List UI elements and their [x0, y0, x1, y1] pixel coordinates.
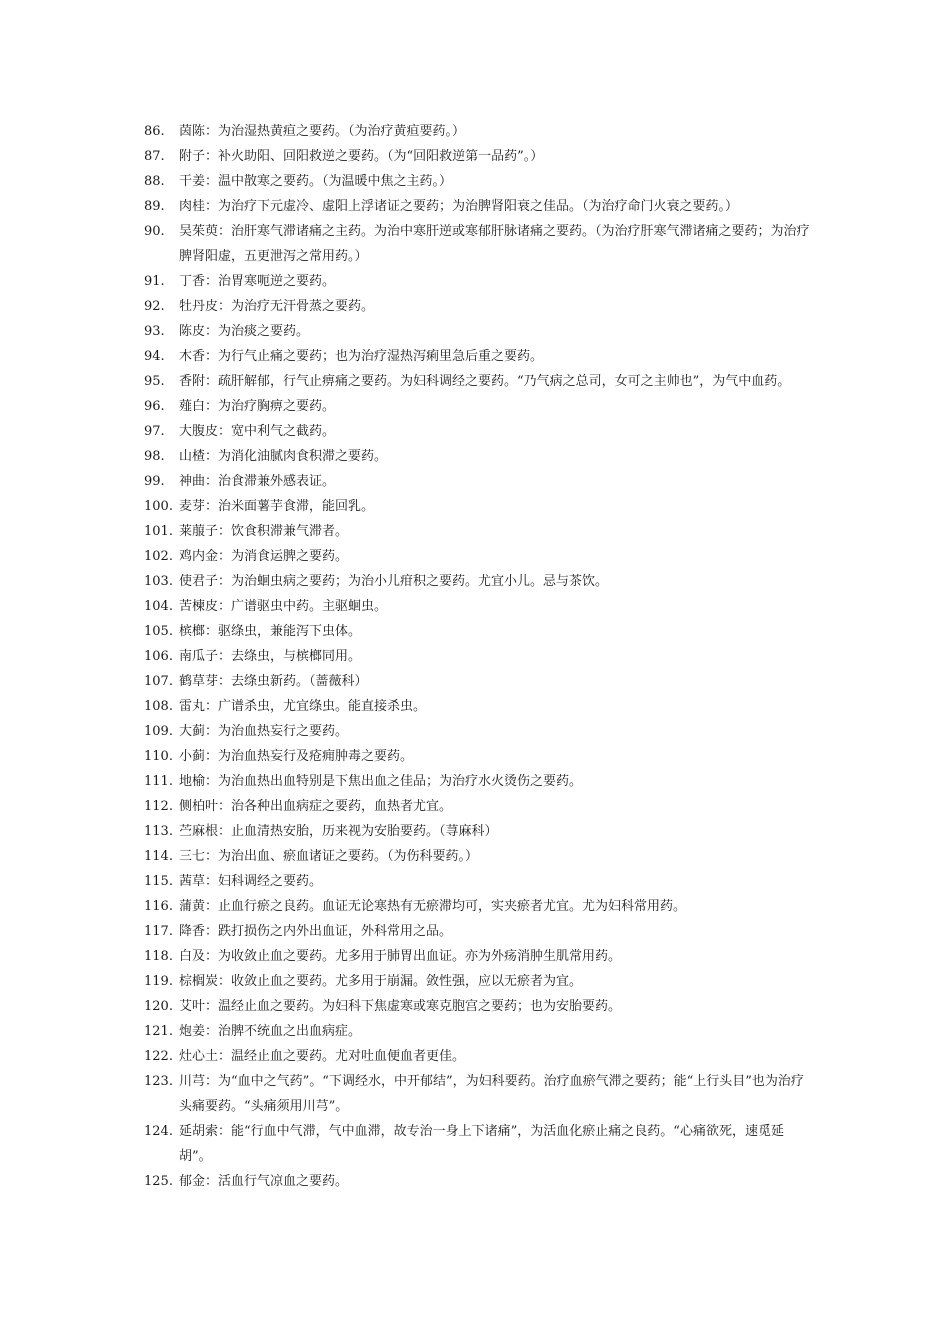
item-text: 苎麻根：止血清热安胎，历来视为安胎要药。（荨麻科） [179, 824, 498, 839]
item-number: 91. [144, 274, 165, 289]
item-number: 118. [144, 949, 173, 964]
item-text: 干姜：温中散寒之要药。（为温暖中焦之主药。） [179, 174, 453, 189]
item-number: 110. [144, 749, 173, 764]
item-number: 116. [144, 899, 173, 914]
list-item [144, 694, 814, 719]
item-number: 88. [144, 174, 165, 189]
list-item [144, 994, 814, 1019]
item-number: 93. [144, 324, 165, 339]
item-text: 香附：疏肝解郁，行气止痹痛之要药。为妇科调经之要药。“乃气病之总司，女可之主帅也”，为气中血药。 [179, 374, 791, 389]
list-item [144, 494, 814, 519]
item-number: 120. [144, 999, 173, 1014]
list-item [144, 144, 814, 169]
item-text: 陈皮：为治痰之要药。 [179, 324, 310, 339]
item-text: 三七：为治出血、瘀血诸证之要药。（为伤科要药。） [179, 849, 479, 864]
list-item [144, 394, 814, 419]
item-text: 白及：为收敛止血之要药。尤多用于肺胃出血证。亦为外疡消肿生肌常用药。 [179, 949, 622, 964]
item-number: 101. [144, 524, 173, 539]
item-text: 吴茱萸：治肝寒气滞诸痛之主药。为治中寒肝逆或寒郁肝脉诸痛之要药。（为治疗肝寒气滞诸痛之要药；为治疗脾肾阳虚，五更泄泻之常用药。） [179, 224, 810, 264]
item-number: 96. [144, 399, 165, 414]
list-item [144, 919, 814, 944]
list-item [144, 894, 814, 919]
list-item [144, 519, 814, 544]
list-item [144, 469, 814, 494]
list-item [144, 1069, 814, 1119]
item-text: 雷丸：广谱杀虫，尤宜绦虫。能直接杀虫。 [179, 699, 427, 714]
item-number: 124. [144, 1124, 173, 1139]
item-text: 苦楝皮：广谱驱虫中药。主驱蛔虫。 [179, 599, 388, 614]
item-number: 86. [144, 124, 165, 139]
item-text: 艾叶：温经止血之要药。为妇科下焦虚寒或寒克胞宫之要药；也为安胎要药。 [179, 999, 622, 1014]
list-item [144, 1119, 814, 1169]
herb-entry-list [144, 119, 814, 1194]
item-number: 107. [144, 674, 173, 689]
item-text: 牡丹皮：为治疗无汗骨蒸之要药。 [179, 299, 375, 314]
item-text: 川芎：为“血中之气药”。“下调经水，中开郁结”，为妇科要药。治疗血瘀气滞之要药；能“上行头目”也为治疗头痛要药。“头痛须用川芎”。 [179, 1074, 804, 1114]
item-text: 南瓜子：去绦虫，与槟榔同用。 [179, 649, 362, 664]
item-number: 117. [144, 924, 173, 939]
list-item [144, 719, 814, 744]
item-number: 103. [144, 574, 173, 589]
list-item [144, 369, 814, 394]
item-number: 97. [144, 424, 165, 439]
list-item [144, 419, 814, 444]
list-item [144, 1169, 814, 1194]
item-text: 炮姜：治脾不统血之出血病症。 [179, 1024, 362, 1039]
item-number: 94. [144, 349, 165, 364]
list-item [144, 1044, 814, 1069]
item-text: 丁香：治胃寒呃逆之要药。 [179, 274, 336, 289]
item-text: 蒲黄：止血行瘀之良药。血证无论寒热有无瘀滞均可，实夹瘀者尤宜。尤为妇科常用药。 [179, 899, 687, 914]
item-number: 121. [144, 1024, 173, 1039]
list-item [144, 294, 814, 319]
item-number: 109. [144, 724, 173, 739]
item-text: 侧柏叶：治各种出血病症之要药，血热者尤宜。 [179, 799, 453, 814]
item-text: 地榆：为治血热出血特别是下焦出血之佳品；为治疗水火烫伤之要药。 [179, 774, 583, 789]
list-item [144, 669, 814, 694]
item-text: 小蓟：为治血热妄行及疮痈肿毒之要药。 [179, 749, 414, 764]
list-item [144, 769, 814, 794]
item-number: 114. [144, 849, 173, 864]
item-number: 104. [144, 599, 173, 614]
item-number: 90. [144, 224, 165, 239]
list-item [144, 844, 814, 869]
item-text: 茵陈：为治湿热黄疸之要药。（为治疗黄疸要药。） [179, 124, 466, 139]
item-number: 87. [144, 149, 165, 164]
list-item [144, 794, 814, 819]
item-number: 105. [144, 624, 173, 639]
item-text: 山楂：为消化油腻肉食积滞之要药。 [179, 449, 388, 464]
item-text: 大蓟：为治血热妄行之要药。 [179, 724, 349, 739]
item-text: 使君子：为治蛔虫病之要药；为治小儿疳积之要药。尤宜小儿。忌与茶饮。 [179, 574, 609, 589]
item-text: 莱菔子：饮食积滞兼气滞者。 [179, 524, 349, 539]
item-number: 113. [144, 824, 173, 839]
item-number: 119. [144, 974, 173, 989]
item-text: 鹤草芽：去绦虫新药。（蔷薇科） [179, 674, 368, 689]
list-item [144, 569, 814, 594]
list-item [144, 944, 814, 969]
item-text: 灶心土：温经止血之要药。尤对吐血便血者更佳。 [179, 1049, 466, 1064]
item-text: 木香：为行气止痛之要药；也为治疗湿热泻痢里急后重之要药。 [179, 349, 544, 364]
item-text: 麦芽：治米面薯芋食滞，能回乳。 [179, 499, 375, 514]
list-item [144, 344, 814, 369]
list-item [144, 819, 814, 844]
list-item [144, 744, 814, 769]
list-item [144, 119, 814, 144]
item-text: 棕榈炭：收敛止血之要药。尤多用于崩漏。敛性强，应以无瘀者为宜。 [179, 974, 583, 989]
item-number: 99. [144, 474, 165, 489]
list-item [144, 1019, 814, 1044]
item-text: 附子：补火助阳、回阳救逆之要药。（为“回阳救逆第一品药”。） [179, 149, 544, 164]
item-number: 106. [144, 649, 173, 664]
item-text: 降香：跌打损伤之内外出血证，外科常用之品。 [179, 924, 453, 939]
item-number: 102. [144, 549, 173, 564]
item-text: 神曲：治食滞兼外感表证。 [179, 474, 336, 489]
list-item [144, 169, 814, 194]
item-text: 郁金：活血行气凉血之要药。 [179, 1174, 349, 1189]
list-item [144, 544, 814, 569]
item-number: 123. [144, 1074, 173, 1089]
item-text: 鸡内金：为消食运脾之要药。 [179, 549, 349, 564]
item-text: 肉桂：为治疗下元虚冷、虚阳上浮诸证之要药；为治脾肾阳衰之佳品。（为治疗命门火衰之要药。） [179, 199, 739, 214]
list-item [144, 869, 814, 894]
item-number: 112. [144, 799, 173, 814]
item-number: 111. [144, 774, 173, 789]
item-number: 95. [144, 374, 165, 389]
list-item [144, 269, 814, 294]
list-item [144, 594, 814, 619]
item-number: 108. [144, 699, 173, 714]
list-item [144, 969, 814, 994]
list-item [144, 319, 814, 344]
list-item [144, 219, 814, 269]
list-item [144, 619, 814, 644]
list-item [144, 644, 814, 669]
item-text: 槟榔：驱绦虫，兼能泻下虫体。 [179, 624, 362, 639]
item-number: 92. [144, 299, 165, 314]
list-item [144, 194, 814, 219]
item-text: 茜草：妇科调经之要药。 [179, 874, 323, 889]
item-number: 100. [144, 499, 173, 514]
item-text: 延胡索：能“行血中气滞，气中血滞，故专治一身上下诸痛”，为活血化瘀止痛之良药。“心痛欲死，速觅延胡”。 [179, 1124, 784, 1164]
list-item [144, 444, 814, 469]
item-number: 122. [144, 1049, 173, 1064]
item-number: 125. [144, 1174, 173, 1189]
item-text: 薤白：为治疗胸痹之要药。 [179, 399, 336, 414]
item-number: 89. [144, 199, 165, 214]
item-text: 大腹皮：宽中利气之截药。 [179, 424, 336, 439]
item-number: 115. [144, 874, 173, 889]
item-number: 98. [144, 449, 165, 464]
